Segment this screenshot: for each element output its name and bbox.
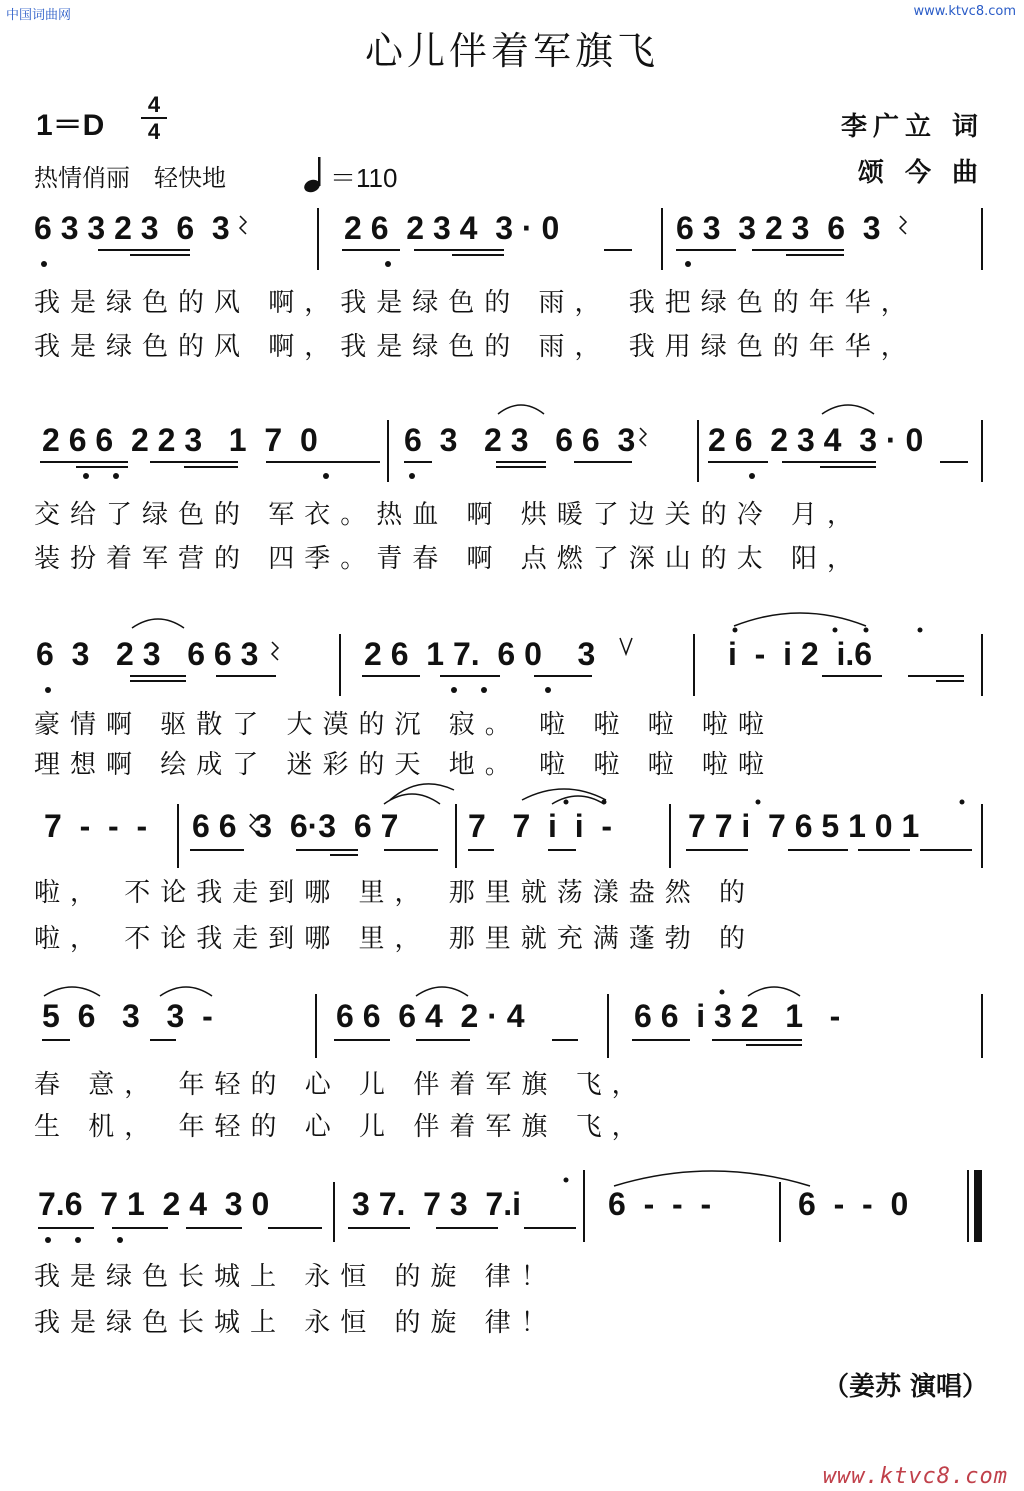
notes-measure-12: 7 7 i i - <box>468 808 613 844</box>
notation-line <box>0 998 1024 1068</box>
singer-credit: （姜苏 演唱） <box>822 1372 988 1402</box>
lyric-verse-2: 啦， 不论我走到哪 里， 那里就充满蓬勃 的 <box>34 924 756 954</box>
notes-measure-4: 2 6 6 2 2 3 1 7 0 <box>42 422 318 458</box>
song-title: 心儿伴着军旗飞 <box>364 29 659 73</box>
notes-measure-10: 7 - - - <box>44 808 148 844</box>
notes-measure-3: 6 3 3 2 3 6 3 <box>676 210 881 246</box>
lyric-verse-1: 春 意， 年轻的 心 儿 伴着军旗 飞， <box>34 1070 648 1100</box>
lyric-verse-2: 我是绿色的风 啊，我是绿色的 雨， 我用绿色的年华， <box>34 332 917 362</box>
notes-measure-18: 3 7. 7 3 7.i <box>352 1186 521 1222</box>
notes-measure-6: 2 6 2 3 4 3 · 0 <box>708 422 924 458</box>
lyric-verse-2: 生 机， 年轻的 心 儿 伴着军旗 飞， <box>34 1112 648 1142</box>
quarter-note-icon <box>303 155 329 193</box>
bpm-value: ＝110 <box>330 163 398 193</box>
lyric-verse-2: 我是绿色长城上 永恒 的旋 律！ <box>34 1308 557 1338</box>
notes-measure-11: 6 6 3 6·3 6 7 <box>192 808 399 844</box>
notes-measure-7: 6 3 2 3 6 6 3 <box>36 636 259 672</box>
time-signature-top: 4 <box>147 92 161 117</box>
time-signature <box>138 92 170 144</box>
lyric-verse-1: 豪情啊 驱散了 大漠的沉 寂。 啦 啦 啦 啦啦 <box>34 710 774 740</box>
notes-measure-5: 6 3 2 3 6 6 3 <box>404 422 636 458</box>
watermark: www.ktvc8.com <box>822 1464 1008 1489</box>
notation-line <box>0 808 1024 878</box>
lyric-verse-1: 我是绿色的风 啊，我是绿色的 雨， 我把绿色的年华， <box>34 288 917 318</box>
notes-measure-15: 6 6 6 4 2 · 4 <box>336 998 525 1034</box>
notation-line <box>0 1186 1024 1256</box>
lyric-verse-2: 理想啊 绘成了 迷彩的天 地。 啦 啦 啦 啦啦 <box>34 750 774 780</box>
notes-measure-17: 7.6 7 1 2 4 3 0 <box>38 1186 270 1222</box>
time-signature-bottom: 4 <box>147 119 161 144</box>
notes-measure-2: 2 6 2 3 4 3 · 0 <box>344 210 560 246</box>
notes-measure-9: i - i 2 i.6 <box>728 636 873 672</box>
tempo-marking: 热情俏丽 轻快地 <box>34 164 226 192</box>
site-name-left[interactable]: 中国词曲网 <box>6 8 72 23</box>
composer-credit: 颂 今 曲 <box>857 158 984 188</box>
notes-measure-16: 6 6 i 3 2 1 - <box>634 998 841 1034</box>
notes-measure-13: 7 7 i 7 6 5 1 0 1 <box>688 808 920 844</box>
lyric-verse-2: 装扮着军营的 四季。青春 啊 点燃了深山的太 阳， <box>34 544 864 574</box>
key-signature: 1＝D <box>36 109 105 142</box>
notation-line <box>0 634 1024 694</box>
final-barline <box>974 1170 982 1242</box>
notes-measure-19: 6 - - - <box>608 1186 712 1222</box>
site-url-right[interactable]: www.ktvc8.com <box>913 4 1016 19</box>
lyric-verse-1: 交给了绿色的 军衣。热血 啊 烘暖了边关的冷 月， <box>34 500 864 530</box>
lyric-verse-1: 我是绿色长城上 永恒 的旋 律！ <box>34 1262 557 1292</box>
notes-measure-20: 6 - - 0 <box>798 1186 909 1222</box>
lyric-verse-1: 啦， 不论我走到哪 里， 那里就荡漾盎然 的 <box>34 878 756 908</box>
notes-measure-14: 5 6 3 3 - <box>42 998 213 1034</box>
notes-measure-1: 6 3 3 2 3 6 3 <box>34 210 230 246</box>
notation-line <box>0 420 1024 480</box>
notation-line <box>0 208 1024 268</box>
notes-measure-8: 2 6 1 7. 6 0 3 <box>364 636 596 672</box>
lyricist-credit: 李广立 词 <box>840 112 984 142</box>
